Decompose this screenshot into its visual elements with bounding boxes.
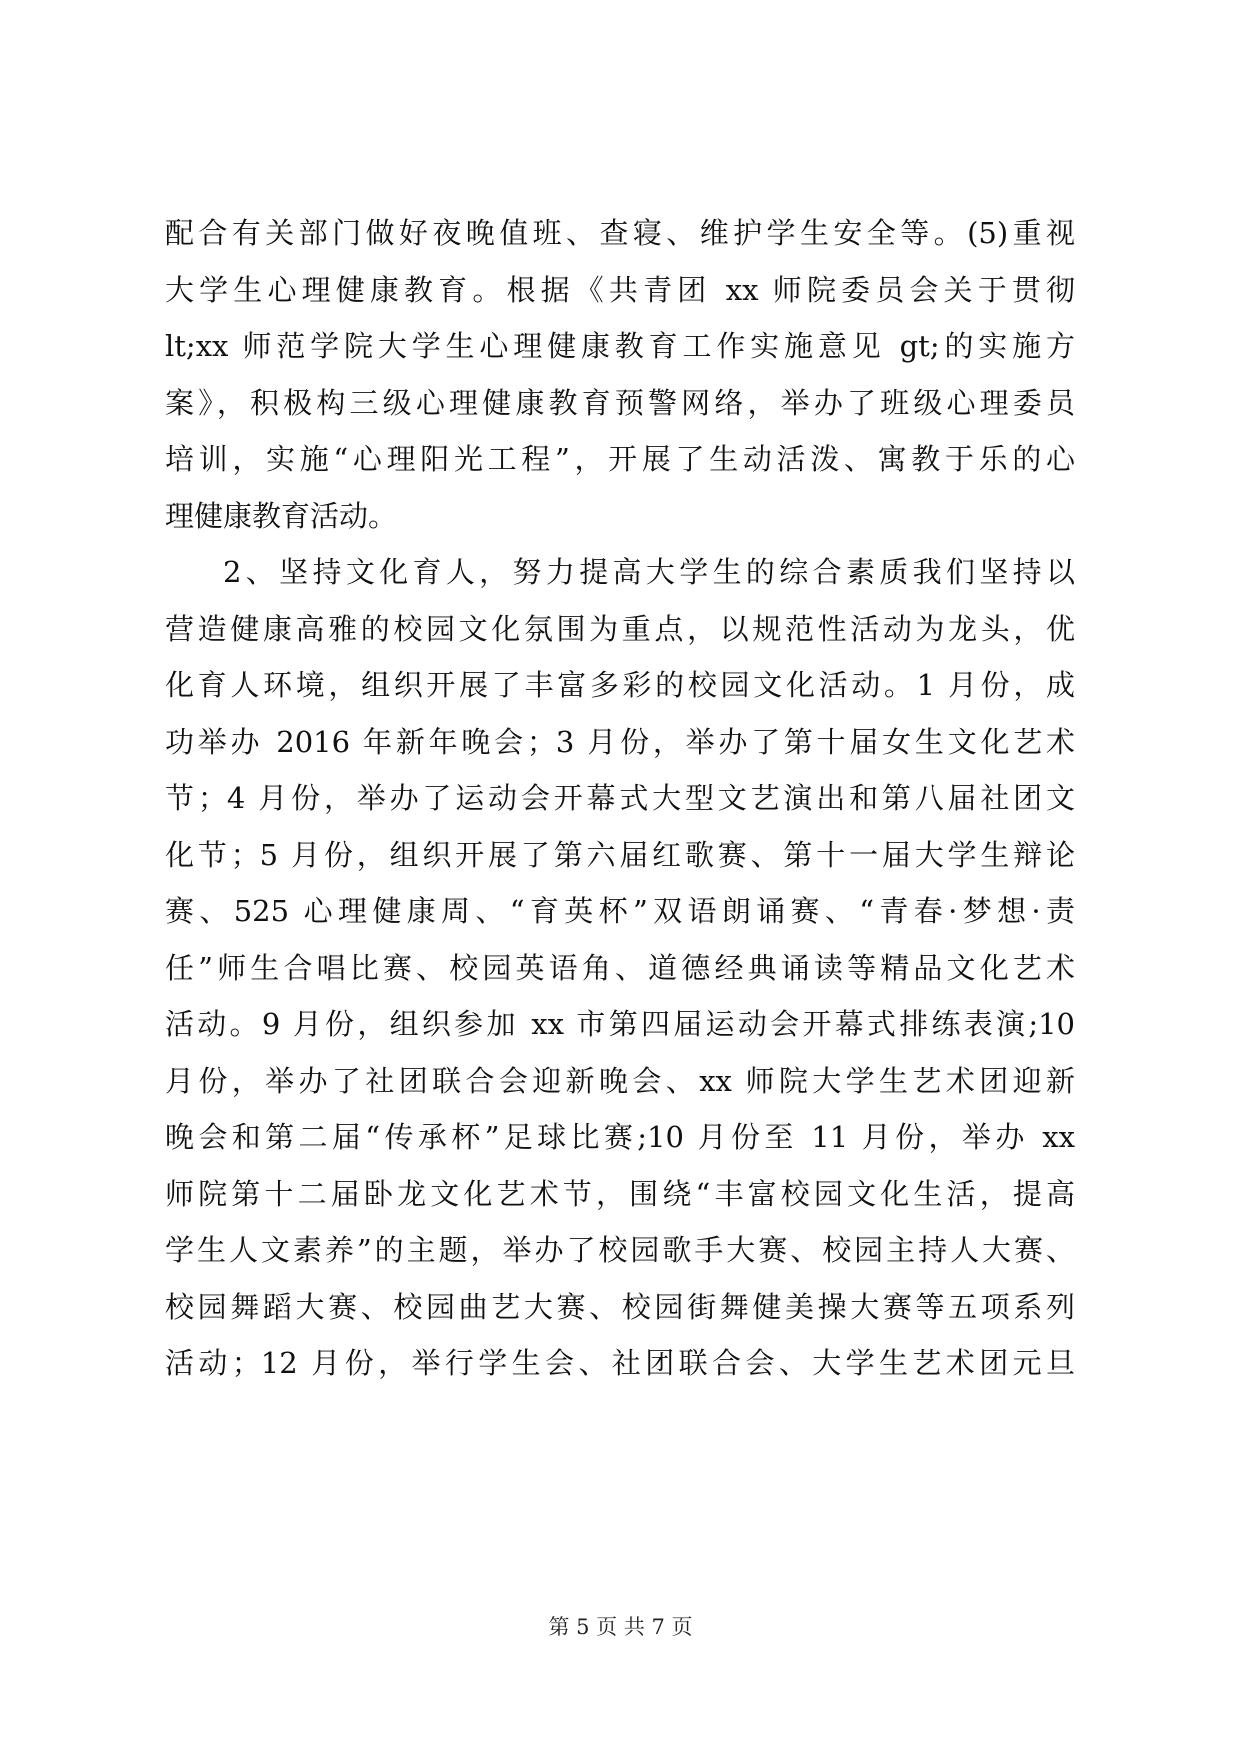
text-line: 月份，举办了社团联合会迎新晚会、xx 师院大学生艺术团迎新 xyxy=(165,1063,1075,1098)
page-number-footer: 第 5 页 共 7 页 xyxy=(548,1615,693,1639)
text-line: 赛、525 心理健康周、“育英杯”双语朗诵赛、“青春·梦想·责 xyxy=(165,894,1075,928)
text-line: 化育人环境，组织开展了丰富多彩的校园文化活动。1 月份，成 xyxy=(165,668,1075,702)
text-line: 任”师生合唱比赛、校园英语角、道德经典诵读等精品文化艺术 xyxy=(165,950,1075,985)
text-line: 营造健康高雅的校园文化氛围为重点，以规范性活动为龙头，优 xyxy=(165,611,1075,646)
text-line: 大学生心理健康教育。根据《共青团 xx 师院委员会关于贯彻 xyxy=(165,272,1075,307)
text-line: 校园舞蹈大赛、校园曲艺大赛、校园街舞健美操大赛等五项系列 xyxy=(165,1289,1075,1324)
text-line: 配合有关部门做好夜晚值班、查寝、维护学生安全等。(5)重视 xyxy=(165,216,1075,250)
text-line: 功举办 2016 年新年晚会；3 月份，举办了第十届女生文化艺术 xyxy=(165,724,1075,759)
paragraph-start-line: 2、坚持文化育人，努力提高大学生的综合素质我们坚持以 xyxy=(223,555,1075,589)
text-line: 师院第十二届卧龙文化艺术节，围绕“丰富校园文化生活，提高 xyxy=(165,1176,1075,1211)
document-body xyxy=(165,205,1075,1392)
text-line: 培训，实施“心理阳光工程”，开展了生动活泼、寓教于乐的心 xyxy=(165,442,1075,476)
text-line: 案》，积极构三级心理健康教育预警网络，举办了班级心理委员 xyxy=(165,385,1075,420)
text-line: 晚会和第二届“传承杯”足球比赛;10 月份至 11 月份，举办 xx xyxy=(165,1120,1075,1154)
text-line: 活动；12 月份，举行学生会、社团联合会、大学生艺术团元旦 xyxy=(165,1346,1075,1380)
text-line: 理健康教育活动。 xyxy=(165,498,398,533)
text-line: 化节；5 月份，组织开展了第六届红歌赛、第十一届大学生辩论 xyxy=(165,837,1075,872)
text-line: 节；4 月份，举办了运动会开幕式大型文艺演出和第八届社团文 xyxy=(165,781,1075,815)
text-line: 学生人文素养”的主题，举办了校园歌手大赛、校园主持人大赛、 xyxy=(165,1233,1075,1267)
text-line: lt;xx 师范学院大学生心理健康教育工作实施意见 gt;的实施方 xyxy=(165,329,1075,363)
text-line: 活动。9 月份，组织参加 xx 市第四届运动会开幕式排练表演;10 xyxy=(165,1007,1075,1041)
